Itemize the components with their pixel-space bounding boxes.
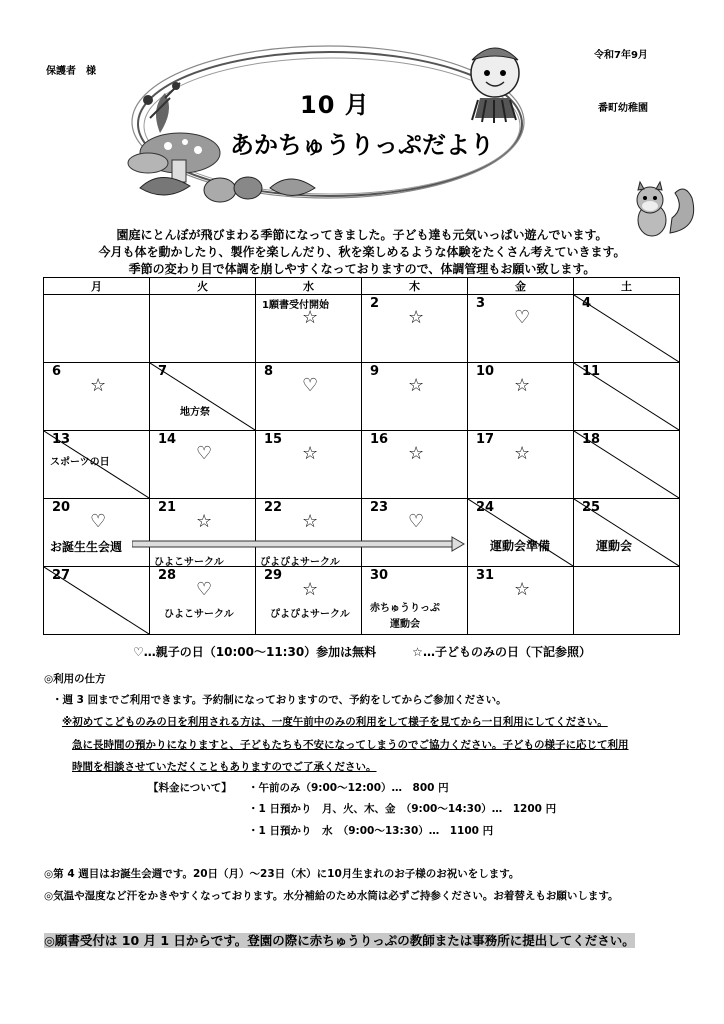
day-number: 14 [158,432,177,447]
cell-event-label: ひよこサークル [154,557,224,568]
day-number: 16 [370,432,389,447]
cell-event-label: 赤ちゅうりっぷ運動会 [370,603,440,630]
child-only-day-star-icon: ☆ [514,579,531,600]
calendar-cell-mon [44,363,150,431]
calendar-cell-fri [468,499,574,567]
day-number: 2 [370,296,380,311]
birthday-week-note: ◎第 4 週目はお誕生会週です。20日（月）～23日（木）に10月生まれのお子様のお祝いをします。 [44,868,520,880]
calendar-cell-tue [150,363,256,431]
day-number: 13 [52,432,71,447]
weekday-thu: 木 [362,278,468,295]
day-number: 24 [476,500,495,515]
application-note [44,930,635,949]
day-number: 8 [264,364,274,379]
calendar-cell-sat [574,431,680,499]
calendar-cell-mon [44,499,150,567]
calendar-cell-thu [362,567,468,635]
application-note-text: ◎願書受付は 10 月 1 日からです。登園の際に赤ちゅうりっぷの教師または事務所に提出してください。 [44,933,635,948]
child-only-day-star-icon: ☆ [302,307,319,328]
day-number: 23 [370,500,389,515]
calendar-cell-wed [256,567,362,635]
birthday-week-arrow-icon [132,536,466,552]
calendar-cell-mon [44,567,150,635]
day-number: 1願書受付開始 [262,300,329,311]
day-number: 20 [52,500,71,515]
weekday-tue: 火 [150,278,256,295]
day-number: 9 [370,364,380,379]
cell-event-label: 運動会 [596,539,633,553]
fee-fullday: ・1 日預かり 月、火、木、金 （9:00～14:30）… 1200 円 [248,803,557,815]
calendar-header-row [44,278,680,295]
calendar-week-row [44,295,680,363]
cell-event-label: 運動会準備 [490,539,551,553]
calendar-cell-fri [468,567,574,635]
usage-line-1: ・週 3 回までご利用できます。予約制になっておりますので、予約をしてからご参加ください。 [52,694,507,706]
day-number: 17 [476,432,495,447]
calendar-cell-wed [256,431,362,499]
calendar-cell-fri [468,295,574,363]
issue-date: 令和7年9月 [594,50,648,61]
calendar-cell-tue [150,499,256,567]
day-number: 15 [264,432,283,447]
child-only-day-star-icon: ☆ [408,443,425,464]
calendar-cell-sat [574,567,680,635]
day-number: 4 [582,296,592,311]
calendar-cell-thu [362,431,468,499]
calendar-cell-sat [574,363,680,431]
day-number: 6 [52,364,62,379]
child-only-day-star-icon: ☆ [302,579,319,600]
title-month: 10 月 [300,91,370,119]
day-number: 30 [370,568,389,583]
day-number: 27 [52,568,71,583]
day-number: 22 [264,500,283,515]
child-only-day-star-icon: ☆ [514,443,531,464]
usage-line-2: ※初めてこどものみの日を利用される方は、一度午前中のみの利用をして様子を見てから一日利用にしてください。 [62,716,608,728]
child-only-day-star-icon: ☆ [514,375,531,396]
calendar-cell-fri [468,363,574,431]
usage-line-3: 急に長時間の預かりになりますと、子どもたちも不安になってしまうのでご協力ください。子どもの様子に応じて利用 [72,739,629,751]
child-only-day-star-icon: ☆ [90,375,107,396]
calendar-week-row [44,499,680,567]
child-only-day-star-icon: ☆ [408,375,425,396]
title-frame-illustration [120,38,530,206]
calendar-week-row [44,363,680,431]
cell-event-label: ひよこサークル [164,609,234,620]
calendar-cell-mon [44,295,150,363]
calendar-week-row [44,567,680,635]
calendar-cell-tue [150,295,256,363]
calendar-cell-thu [362,295,468,363]
day-number: 29 [264,568,283,583]
calendar-cell-fri [468,431,574,499]
calendar-cell-wed [256,295,362,363]
day-number: 3 [476,296,486,311]
usage-heading: ◎利用の仕方 [44,673,106,685]
child-only-day-star-icon: ☆ [302,443,319,464]
weekday-mon: 月 [44,278,150,295]
cell-event-label: ぴよぴよサークル [260,557,340,568]
day-number: 7 [158,364,168,379]
intro-line-3: 季節の変わり目で体調を崩しやすくなっておりますので、体調管理もお願い致します。 [128,262,596,276]
day-number: 31 [476,568,495,583]
calendar-cell-thu [362,499,468,567]
calendar-cell-sat [574,295,680,363]
fee-wednesday: ・1 日預かり 水 （9:00～13:30）… 1100 円 [248,825,494,837]
parent-child-day-heart-icon: ♡ [90,511,107,532]
calendar-cell-tue [150,431,256,499]
parent-child-day-heart-icon: ♡ [514,307,531,328]
cell-event-label: 地方祭 [180,407,210,418]
cell-event-label: ぴよぴよサークル [270,609,350,620]
parent-child-day-heart-icon: ♡ [302,375,319,396]
parent-child-day-heart-icon: ♡ [196,443,213,464]
day-number: 18 [582,432,601,447]
parent-child-day-heart-icon: ♡ [196,579,213,600]
birthday-week-label: お誕生生会週 [50,540,123,554]
day-number: 28 [158,568,177,583]
school-name: 番町幼稚園 [598,103,648,114]
calendar-cell-wed [256,363,362,431]
calendar-cell-wed [256,499,362,567]
weekday-fri: 金 [468,278,574,295]
child-only-day-star-icon: ☆ [302,511,319,532]
child-only-day-star-icon: ☆ [196,511,213,532]
fee-heading: 【料金について】 [148,782,232,794]
calendar-week-row [44,431,680,499]
child-only-day-star-icon: ☆ [408,307,425,328]
weekday-wed: 水 [256,278,362,295]
day-number: 21 [158,500,177,515]
day-number: 10 [476,364,495,379]
water-bottle-note: ◎気温や湿度など汗をかきやすくなっております。水分補給のため水筒は必ずご持参ください。お着替えもお願いします。 [44,890,619,902]
calendar-cell-thu [362,363,468,431]
day-number: 25 [582,500,601,515]
parent-child-day-heart-icon: ♡ [408,511,425,532]
calendar-cell-sat [574,499,680,567]
intro-line-1: 園庭にとんぼが飛びまわる季節になってきました。子ども達も元気いっぱい遊んでいます。 [116,228,608,242]
recipient-label: 保護者 様 [46,66,96,77]
title-name: あかちゅうりっぷだより [230,131,494,159]
intro-line-2: 今月も体を動かしたり、製作を楽しんだり、秋を楽しめるような体験をたくさん考えていきます。 [98,245,626,259]
fee-morning: ・午前のみ（9:00～12:00）… 800 円 [248,782,449,794]
weekday-sat: 土 [574,278,680,295]
calendar-cell-mon [44,431,150,499]
calendar-legend: ♡…親子の日（10:00～11:30）参加は無料 ☆…子どものみの日（下記参照） [133,645,591,659]
calendar-cell-tue [150,567,256,635]
usage-line-4: 時間を相談させていただくこともありますのでご了承ください。 [72,761,377,773]
calendar-table [43,277,680,635]
day-number: 11 [582,364,601,379]
cell-event-label: スポーツの日 [50,457,110,468]
